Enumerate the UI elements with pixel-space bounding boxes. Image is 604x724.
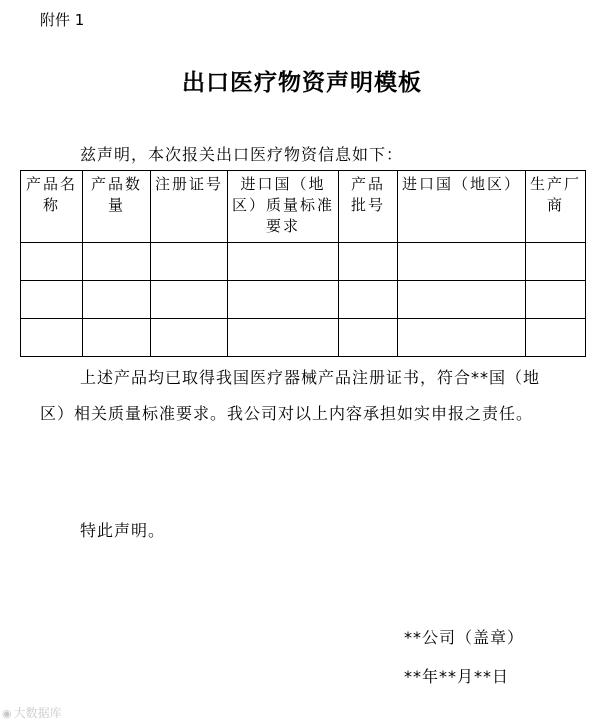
header-batch-number: 产品批号 xyxy=(339,171,398,243)
table-cell xyxy=(526,281,586,319)
header-quality-standard: 进口国（地区）质量标准要求 xyxy=(228,171,339,243)
table-header-row xyxy=(21,171,586,243)
table-cell xyxy=(21,243,83,281)
table-cell xyxy=(151,281,228,319)
weibo-logo-icon: ◉ xyxy=(2,707,12,720)
closing-statement: 特此声明。 xyxy=(80,521,166,540)
table-row xyxy=(21,281,586,319)
document-title: 出口医疗物资声明模板 xyxy=(182,70,422,96)
table-cell xyxy=(228,281,339,319)
table-cell xyxy=(151,319,228,357)
table-cell xyxy=(228,243,339,281)
company-seal-line: **公司（盖章） xyxy=(404,628,525,647)
table-cell xyxy=(83,281,151,319)
table-cell xyxy=(398,319,526,357)
header-manufacturer: 生产厂商 xyxy=(526,171,586,243)
table-cell xyxy=(526,243,586,281)
attachment-label: 附件 1 xyxy=(40,11,85,29)
table-cell xyxy=(526,319,586,357)
table-cell xyxy=(83,243,151,281)
header-importing-country: 进口国（地区） xyxy=(398,171,526,243)
table-cell xyxy=(228,319,339,357)
table-cell xyxy=(339,319,398,357)
table-cell xyxy=(398,281,526,319)
table-row xyxy=(21,319,586,357)
header-registration-number: 注册证号 xyxy=(151,171,228,243)
intro-text: 兹声明，本次报关出口医疗物资信息如下： xyxy=(80,145,404,164)
table-cell xyxy=(21,319,83,357)
watermark-text: 大数据库 xyxy=(13,706,62,720)
watermark xyxy=(2,704,62,721)
header-product-quantity: 产品数量 xyxy=(83,171,151,243)
table-row xyxy=(21,243,586,281)
date-line: **年**月**日 xyxy=(404,667,510,686)
table-cell xyxy=(151,243,228,281)
table-cell xyxy=(339,243,398,281)
table-cell xyxy=(398,243,526,281)
table-cell xyxy=(83,319,151,357)
table-cell xyxy=(21,281,83,319)
declaration-table xyxy=(20,170,586,357)
header-product-name: 产品名称 xyxy=(21,171,83,243)
compliance-paragraph: 上述产品均已取得我国医疗器械产品注册证书，符合**国（地区）相关质量标准要求。我公司对以上内容承担如实申报之责任。 xyxy=(40,368,541,423)
table-cell xyxy=(339,281,398,319)
